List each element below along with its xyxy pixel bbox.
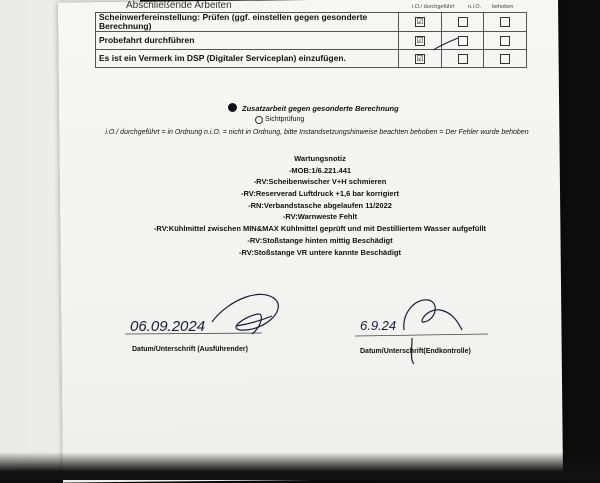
column-header-ok: i.O./ durchgeführt: [412, 4, 455, 10]
note-line: -RV:Kühlmittel zwischen MIN&MAX Kühlmittel geprüft und mit Destilliertem Wasser aufgefüllt: [153, 224, 487, 234]
signature-label-left: Datum/Unterschrift (Ausführender): [132, 346, 248, 353]
signature-scribble-left: [212, 294, 278, 334]
signature-line-right: [355, 334, 488, 336]
note-line: -MOB:1/6.221.441: [288, 165, 352, 175]
task-label: Probefahrt durchführen: [96, 32, 399, 50]
note-line: -RV:Warnweste Fehlt: [282, 212, 358, 222]
visual-check-label: Sichtprüfung: [265, 116, 305, 123]
note-line: -RN:Verbandstasche abgelaufen 11/2022: [248, 200, 392, 210]
note-line: -RV:Scheibenwischer V+H schmieren: [253, 177, 387, 187]
handwritten-date-right: 6.9.24: [360, 318, 397, 333]
status-legend: i.O./ durchgeführt = in Ordnung n.i.O. = nicht in Ordnung, bitte Instandsetzungshinweise beachten behoben = Der Fehler wurde behoben: [105, 129, 529, 136]
task-label: Scheinwerfereinstellung: Prüfen (ggf. einstellen gegen gesonderte Berechnung): [96, 13, 399, 32]
note-line: -RV:Reserverad Luftdruck +1,6 bar korrigiert: [240, 189, 400, 199]
checkbox-ok[interactable]: ☑: [416, 17, 424, 27]
section-header: Abschließende Arbeiten: [126, 0, 232, 11]
signature-label-right: Datum/Unterschrift(Endkontrolle): [360, 348, 471, 355]
column-header-nok: n.i.O.: [468, 4, 482, 10]
checkbox-ok[interactable]: ☑: [416, 53, 424, 63]
task-label: Es ist ein Vermerk im DSP (Digitaler Serviceplan) einzufügen.: [96, 50, 399, 68]
handwritten-check-mark: [433, 38, 458, 50]
photo-shadow: [0, 452, 600, 480]
note-line: -RV:Stoßstange VR untere kannte Beschädigt: [239, 247, 401, 257]
handwritten-date-left: 06.09.2024: [130, 318, 206, 335]
note-line: -RV:Stoßstange hinten mittig Beschädigt: [247, 235, 393, 245]
extra-work-note: Zusatzarbeit gegen gesonderte Berechnung: [242, 104, 399, 113]
notes-title: Wartungsnotiz: [294, 154, 346, 163]
column-header-fixed: behoben: [492, 4, 514, 10]
checkbox-ok[interactable]: ☑: [416, 35, 424, 45]
